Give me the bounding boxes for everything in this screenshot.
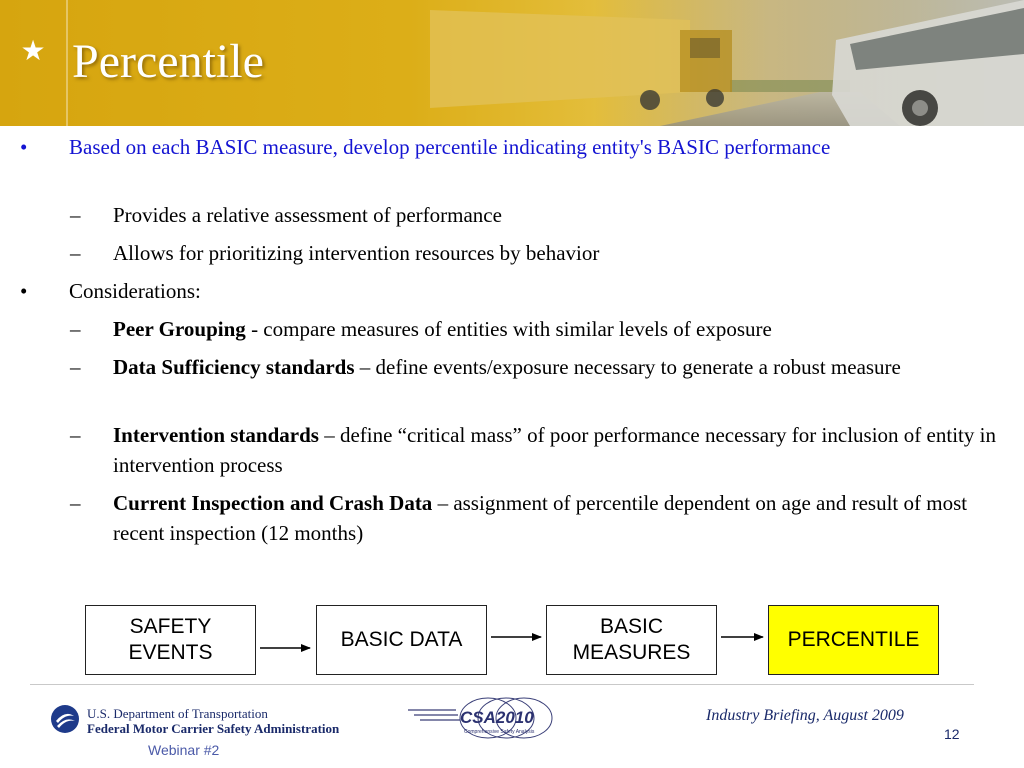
term-current-inspection: Current Inspection and Crash Data [113, 491, 433, 515]
sub-bullet-text [113, 352, 1008, 382]
flow-box-basic-measures [546, 605, 717, 675]
sub-bullet-marker: – [70, 317, 81, 341]
flow-box-line: BASIC DATA [340, 628, 463, 651]
title-banner [0, 0, 1024, 126]
csa2010-logo-icon [408, 692, 558, 744]
sub-bullet-text [113, 314, 1008, 344]
term-description: – define “critical mass” of poor performance necessary for inclusion of entity in intervention process [113, 423, 996, 477]
bullet-text: Considerations: [69, 279, 201, 303]
logo-subtext: Comprehensive Safety Analysis [464, 729, 535, 735]
event-caption: Industry Briefing, August 2009 [706, 707, 904, 724]
slide-title: Percentile [72, 35, 264, 88]
page-number: 12 [944, 726, 960, 742]
banner-divider [66, 0, 68, 126]
sub-bullet-marker: – [70, 491, 81, 515]
flow-box-line: PERCENTILE [787, 628, 920, 651]
flow-box-line: SAFETY [129, 615, 212, 638]
term-peer-grouping: Peer Grouping [113, 317, 246, 341]
sub-bullet-marker: – [70, 203, 81, 227]
flow-box-label [128, 614, 212, 666]
sub-bullet-text [113, 420, 1008, 480]
flow-box-line: EVENTS [128, 641, 213, 664]
dot-seal-icon [50, 704, 80, 734]
agency-line-1: U.S. Department of Transportation [87, 706, 268, 721]
flow-box-line: BASIC [599, 615, 663, 638]
sub-bullet-text: Provides a relative assessment of performance [113, 203, 502, 227]
term-intervention-standards: Intervention standards [113, 423, 319, 447]
term-description: – define events/exposure necessary to generate a robust measure [354, 355, 901, 379]
sub-bullet-text [113, 488, 1008, 548]
term-description: - compare measures of entities with similar levels of exposure [245, 317, 772, 341]
sub-bullet-marker: – [70, 241, 81, 265]
flow-box-basic-data [316, 605, 487, 675]
sub-bullet-text: Allows for prioritizing intervention resources by behavior [113, 241, 600, 265]
sub-bullet-marker: – [70, 423, 81, 447]
flow-box-line: MEASURES [572, 641, 691, 664]
bullet-marker: • [20, 279, 28, 303]
flow-box-label [573, 614, 691, 666]
star-icon: ★ [20, 34, 46, 67]
bullet-marker: • [20, 135, 28, 159]
agency-name [87, 706, 339, 736]
logo-wordmark: CSA2010 [460, 708, 534, 727]
bullet-text: Based on each BASIC measure, develop percentile indicating entity's BASIC performance [69, 135, 831, 159]
flow-box-safety-events [85, 605, 256, 675]
webinar-label: Webinar #2 [148, 742, 220, 758]
sub-bullet-marker: – [70, 355, 81, 379]
term-description: – assignment of percentile dependent on age and result of most recent inspection (12 months) [113, 491, 968, 545]
footer-divider [30, 684, 974, 685]
agency-line-2: Federal Motor Carrier Safety Administration [87, 721, 340, 736]
term-data-sufficiency: Data Sufficiency standards [113, 355, 355, 379]
flow-box-percentile [768, 605, 939, 675]
